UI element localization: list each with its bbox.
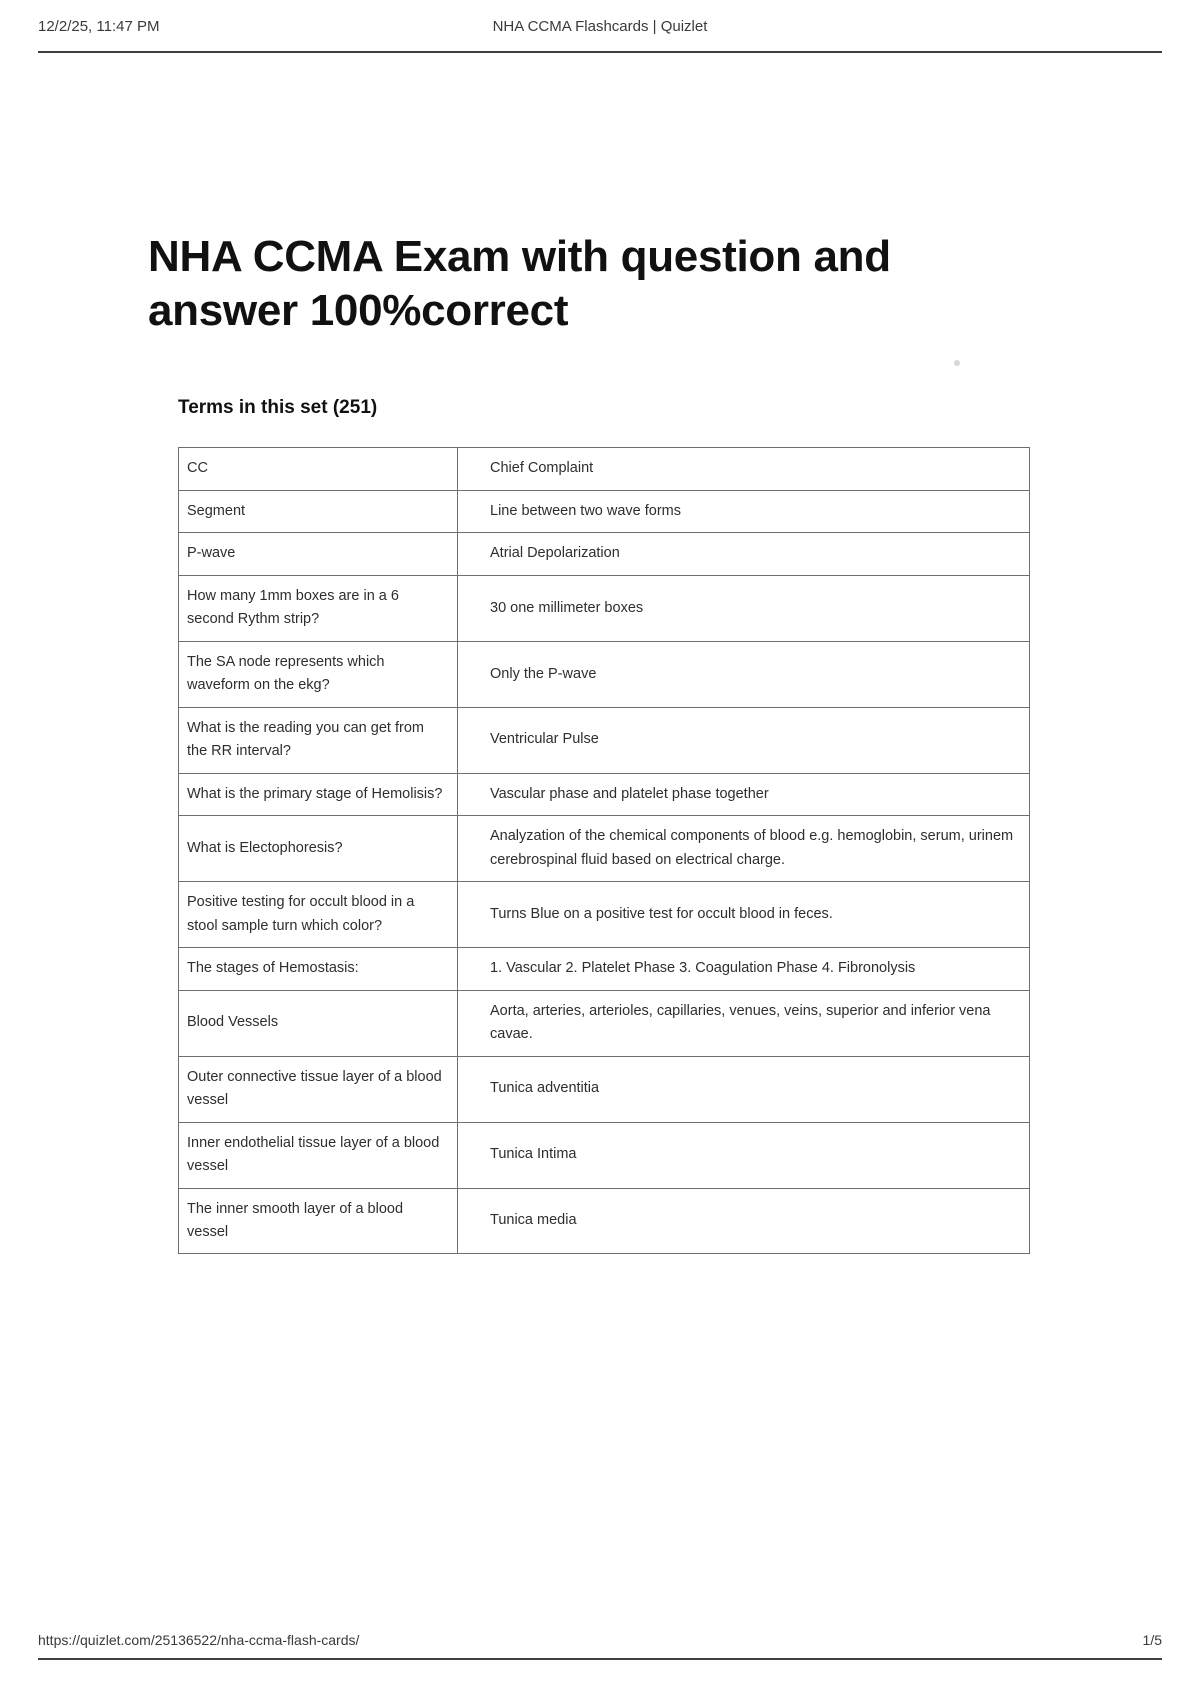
table-row	[179, 948, 1030, 990]
term-cell: The stages of Hemostasis:	[179, 948, 458, 990]
table-row	[179, 882, 1030, 948]
term-cell: Blood Vessels	[179, 990, 458, 1056]
term-cell: The SA node represents which waveform on the ekg?	[179, 641, 458, 707]
document-content	[148, 230, 1090, 1254]
term-cell: P-wave	[179, 533, 458, 575]
table-row	[179, 448, 1030, 490]
definition-cell: Tunica Intima	[458, 1122, 1030, 1188]
table-row	[179, 533, 1030, 575]
header-divider	[38, 51, 1162, 53]
table-row	[179, 1188, 1030, 1254]
definition-cell: Line between two wave forms	[458, 490, 1030, 532]
table-row	[179, 490, 1030, 532]
term-cell: Segment	[179, 490, 458, 532]
print-header-date: 12/2/25, 11:47 PM	[38, 17, 160, 35]
print-header-title: NHA CCMA Flashcards | Quizlet	[492, 17, 708, 35]
term-cell: What is Electophoresis?	[179, 816, 458, 882]
table-row	[179, 575, 1030, 641]
terms-in-set-heading: Terms in this set (251)	[178, 397, 378, 419]
definition-cell: Ventricular Pulse	[458, 707, 1030, 773]
term-cell: CC	[179, 448, 458, 490]
term-cell: What is the reading you can get from the RR interval?	[179, 707, 458, 773]
table-row	[179, 816, 1030, 882]
definition-cell: 30 one millimeter boxes	[458, 575, 1030, 641]
table-row	[179, 707, 1030, 773]
terms-table-body	[179, 448, 1030, 1254]
definition-cell: Atrial Depolarization	[458, 533, 1030, 575]
print-footer	[38, 1632, 1162, 1648]
definition-cell: Tunica adventitia	[458, 1056, 1030, 1122]
table-row	[179, 641, 1030, 707]
footer-source-url: https://quizlet.com/25136522/nha-ccma-flash-cards/	[38, 1632, 360, 1648]
table-row	[179, 773, 1030, 815]
definition-cell: Analyzation of the chemical components of blood e.g. hemoglobin, serum, urinem cerebrospinal fluid based on electrical charge.	[458, 816, 1030, 882]
terms-table	[178, 447, 1030, 1254]
definition-cell: Chief Complaint	[458, 448, 1030, 490]
definition-cell: Only the P-wave	[458, 641, 1030, 707]
definition-cell: Turns Blue on a positive test for occult blood in feces.	[458, 882, 1030, 948]
definition-cell: Tunica media	[458, 1188, 1030, 1254]
term-cell: What is the primary stage of Hemolisis?	[179, 773, 458, 815]
print-header	[0, 0, 1200, 52]
term-cell: The inner smooth layer of a blood vessel	[179, 1188, 458, 1254]
definition-cell: Aorta, arteries, arterioles, capillaries, venues, veins, superior and inferior vena cavae.	[458, 990, 1030, 1056]
term-cell: How many 1mm boxes are in a 6 second Rythm strip?	[179, 575, 458, 641]
term-cell: Inner endothelial tissue layer of a blood vessel	[179, 1122, 458, 1188]
footer-page-number: 1/5	[1142, 1632, 1162, 1648]
definition-cell: 1. Vascular 2. Platelet Phase 3. Coagulation Phase 4. Fibronolysis	[458, 948, 1030, 990]
scan-artifact	[954, 360, 960, 366]
table-row	[179, 990, 1030, 1056]
term-cell: Outer connective tissue layer of a blood vessel	[179, 1056, 458, 1122]
page-title: NHA CCMA Exam with question and answer 100%correct	[148, 232, 891, 335]
table-row	[179, 1056, 1030, 1122]
term-cell: Positive testing for occult blood in a stool sample turn which color?	[179, 882, 458, 948]
definition-cell: Vascular phase and platelet phase together	[458, 773, 1030, 815]
table-row	[179, 1122, 1030, 1188]
footer-divider	[38, 1658, 1162, 1660]
